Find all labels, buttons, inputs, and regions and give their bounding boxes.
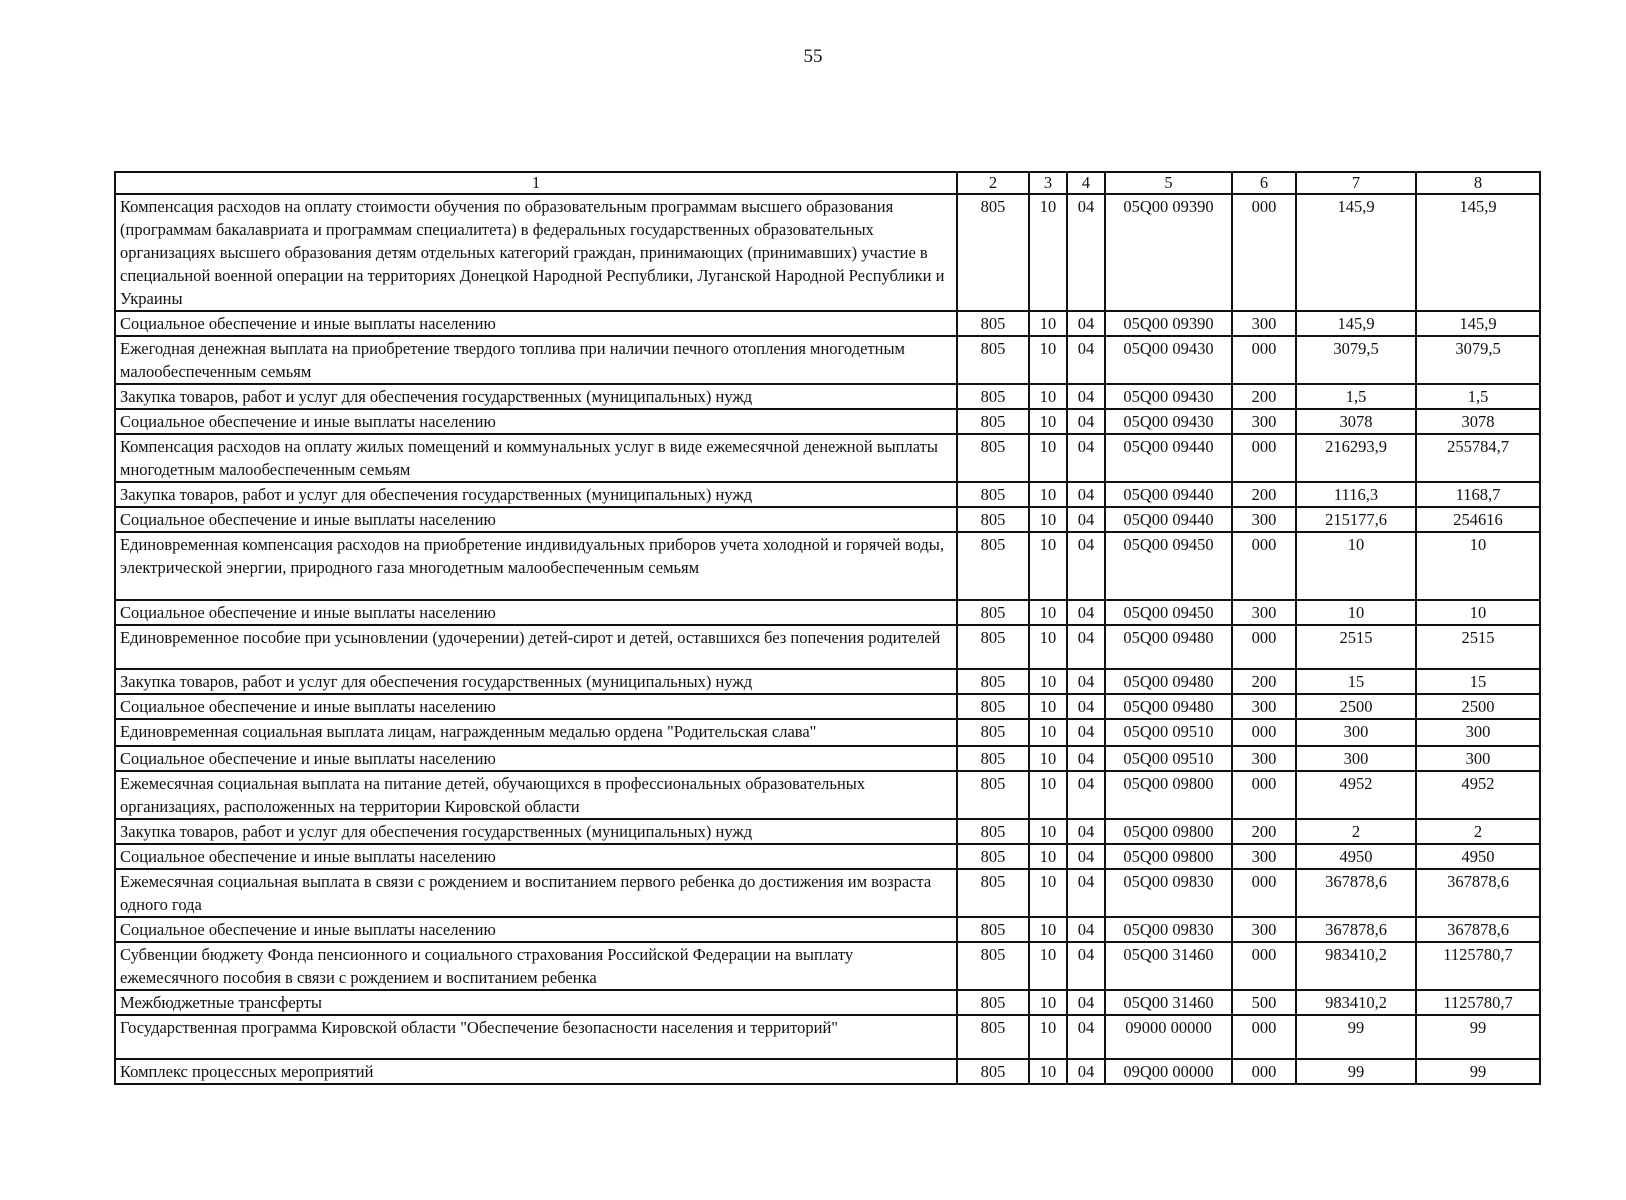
row-col3-cell: 10	[1029, 384, 1067, 409]
row-col4-cell: 04	[1067, 336, 1105, 384]
row-col6-cell: 000	[1232, 434, 1296, 482]
row-name-cell: Межбюджетные трансферты	[115, 990, 957, 1015]
row-col7-cell: 99	[1296, 1015, 1416, 1059]
row-col3-cell: 10	[1029, 507, 1067, 532]
row-col8-cell: 1,5	[1416, 384, 1540, 409]
row-col4-cell: 04	[1067, 1059, 1105, 1084]
table-row	[115, 771, 1540, 819]
row-col3-cell: 10	[1029, 917, 1067, 942]
row-col3-cell: 10	[1029, 194, 1067, 311]
row-col8-cell: 2500	[1416, 694, 1540, 719]
row-col6-cell: 000	[1232, 869, 1296, 917]
row-name-cell: Социальное обеспечение и иные выплаты населению	[115, 746, 957, 771]
row-col4-cell: 04	[1067, 194, 1105, 311]
row-col8-cell: 99	[1416, 1015, 1540, 1059]
row-name-cell: Субвенции бюджету Фонда пенсионного и социального страхования Российской Федерации на выплату ежемесячного пособия в связи с рождением и воспитанием ребенка	[115, 942, 957, 990]
row-col5-cell: 05Q00 09800	[1105, 771, 1232, 819]
row-col5-cell: 05Q00 09430	[1105, 336, 1232, 384]
table-row	[115, 194, 1540, 311]
row-col6-cell: 000	[1232, 1015, 1296, 1059]
table-row	[115, 669, 1540, 694]
table-row	[115, 990, 1540, 1015]
row-col7-cell: 1,5	[1296, 384, 1416, 409]
row-col5-cell: 05Q00 09430	[1105, 409, 1232, 434]
row-name-cell: Социальное обеспечение и иные выплаты населению	[115, 694, 957, 719]
table-row	[115, 532, 1540, 600]
row-col3-cell: 10	[1029, 694, 1067, 719]
row-col6-cell: 000	[1232, 719, 1296, 746]
row-col8-cell: 15	[1416, 669, 1540, 694]
row-col2-cell: 805	[957, 336, 1029, 384]
row-col4-cell: 04	[1067, 482, 1105, 507]
row-col2-cell: 805	[957, 1059, 1029, 1084]
row-col6-cell: 300	[1232, 409, 1296, 434]
row-col8-cell: 10	[1416, 600, 1540, 625]
row-col4-cell: 04	[1067, 507, 1105, 532]
row-name-cell: Ежемесячная социальная выплата в связи с рождением и воспитанием первого ребенка до достижения им возраста одного года	[115, 869, 957, 917]
row-name-cell: Компенсация расходов на оплату жилых помещений и коммунальных услуг в виде ежемесячной денежной выплаты многодетным малообеспеченным семьям	[115, 434, 957, 482]
row-col3-cell: 10	[1029, 482, 1067, 507]
row-col7-cell: 3078	[1296, 409, 1416, 434]
row-col4-cell: 04	[1067, 434, 1105, 482]
table-row	[115, 384, 1540, 409]
row-col4-cell: 04	[1067, 625, 1105, 669]
row-col2-cell: 805	[957, 819, 1029, 844]
row-col2-cell: 805	[957, 409, 1029, 434]
row-col6-cell: 000	[1232, 194, 1296, 311]
table-row	[115, 434, 1540, 482]
table-row	[115, 600, 1540, 625]
row-col4-cell: 04	[1067, 917, 1105, 942]
row-col8-cell: 1168,7	[1416, 482, 1540, 507]
row-col4-cell: 04	[1067, 409, 1105, 434]
table-row	[115, 1015, 1540, 1059]
table-row	[115, 336, 1540, 384]
row-col4-cell: 04	[1067, 942, 1105, 990]
row-name-cell: Единовременная социальная выплата лицам, награжденным медалью ордена "Родительская слава"	[115, 719, 957, 746]
table-row	[115, 482, 1540, 507]
row-col4-cell: 04	[1067, 694, 1105, 719]
row-col2-cell: 805	[957, 990, 1029, 1015]
row-col5-cell: 05Q00 09390	[1105, 311, 1232, 336]
row-name-cell: Комплекс процессных мероприятий	[115, 1059, 957, 1084]
row-col8-cell: 1125780,7	[1416, 942, 1540, 990]
row-col5-cell: 05Q00 09440	[1105, 507, 1232, 532]
row-col3-cell: 10	[1029, 719, 1067, 746]
row-col2-cell: 805	[957, 746, 1029, 771]
table-row	[115, 942, 1540, 990]
row-name-cell: Социальное обеспечение и иные выплаты населению	[115, 844, 957, 869]
table-row	[115, 869, 1540, 917]
row-col2-cell: 805	[957, 532, 1029, 600]
row-name-cell: Закупка товаров, работ и услуг для обеспечения государственных (муниципальных) нужд	[115, 384, 957, 409]
table-row	[115, 819, 1540, 844]
row-col8-cell: 300	[1416, 719, 1540, 746]
row-col5-cell: 05Q00 09430	[1105, 384, 1232, 409]
row-col4-cell: 04	[1067, 844, 1105, 869]
row-col5-cell: 05Q00 09440	[1105, 482, 1232, 507]
table-row	[115, 625, 1540, 669]
row-col5-cell: 05Q00 09480	[1105, 694, 1232, 719]
row-col2-cell: 805	[957, 694, 1029, 719]
row-col7-cell: 4950	[1296, 844, 1416, 869]
row-col7-cell: 983410,2	[1296, 990, 1416, 1015]
row-col6-cell: 200	[1232, 482, 1296, 507]
row-col5-cell: 05Q00 09450	[1105, 600, 1232, 625]
row-col6-cell: 000	[1232, 1059, 1296, 1084]
column-header: 1	[115, 172, 957, 194]
row-col8-cell: 2515	[1416, 625, 1540, 669]
row-col3-cell: 10	[1029, 625, 1067, 669]
row-col2-cell: 805	[957, 194, 1029, 311]
row-col7-cell: 145,9	[1296, 311, 1416, 336]
row-col4-cell: 04	[1067, 1015, 1105, 1059]
row-col5-cell: 05Q00 09510	[1105, 719, 1232, 746]
row-col4-cell: 04	[1067, 532, 1105, 600]
table-body	[115, 194, 1540, 1084]
row-col5-cell: 05Q00 09800	[1105, 844, 1232, 869]
row-name-cell: Единовременное пособие при усыновлении (удочерении) детей-сирот и детей, оставшихся без попечения родителей	[115, 625, 957, 669]
row-col8-cell: 255784,7	[1416, 434, 1540, 482]
row-name-cell: Закупка товаров, работ и услуг для обеспечения государственных (муниципальных) нужд	[115, 819, 957, 844]
table-row	[115, 746, 1540, 771]
row-col7-cell: 3079,5	[1296, 336, 1416, 384]
row-col8-cell: 3079,5	[1416, 336, 1540, 384]
column-header: 4	[1067, 172, 1105, 194]
row-col4-cell: 04	[1067, 869, 1105, 917]
table-row	[115, 917, 1540, 942]
table-row	[115, 409, 1540, 434]
row-col5-cell: 05Q00 31460	[1105, 990, 1232, 1015]
row-col2-cell: 805	[957, 771, 1029, 819]
budget-table	[114, 171, 1541, 1085]
row-col8-cell: 300	[1416, 746, 1540, 771]
row-col8-cell: 2	[1416, 819, 1540, 844]
row-col5-cell: 05Q00 09830	[1105, 917, 1232, 942]
row-col7-cell: 367878,6	[1296, 917, 1416, 942]
row-col6-cell: 300	[1232, 600, 1296, 625]
row-name-cell: Ежемесячная социальная выплата на питание детей, обучающихся в профессиональных образовательных организациях, расположенных на территории Кировской области	[115, 771, 957, 819]
row-col6-cell: 000	[1232, 336, 1296, 384]
row-col6-cell: 300	[1232, 844, 1296, 869]
row-col3-cell: 10	[1029, 771, 1067, 819]
row-col2-cell: 805	[957, 600, 1029, 625]
row-col3-cell: 10	[1029, 311, 1067, 336]
row-name-cell: Единовременная компенсация расходов на приобретение индивидуальных приборов учета холодной и горячей воды, электрической энергии, природного газа многодетным малообеспеченным семьям	[115, 532, 957, 600]
row-col6-cell: 000	[1232, 942, 1296, 990]
row-col8-cell: 254616	[1416, 507, 1540, 532]
row-col4-cell: 04	[1067, 771, 1105, 819]
row-col7-cell: 1116,3	[1296, 482, 1416, 507]
row-col3-cell: 10	[1029, 600, 1067, 625]
row-col2-cell: 805	[957, 482, 1029, 507]
row-name-cell: Компенсация расходов на оплату стоимости обучения по образовательным программам высшего образования (программам бакалавриата и программам специалитета) в федеральных государственных образовательных организациях высшего образования детям отдельных категорий граждан, принимающих (принимавших) участие в специальной военной операции на территориях Донецкой Народной Республики, Луганской Народной Республики и Украины	[115, 194, 957, 311]
row-col8-cell: 145,9	[1416, 194, 1540, 311]
row-col7-cell: 99	[1296, 1059, 1416, 1084]
row-name-cell: Ежегодная денежная выплата на приобретение твердого топлива при наличии печного отопления многодетным малообеспеченным семьям	[115, 336, 957, 384]
table-row	[115, 311, 1540, 336]
row-col2-cell: 805	[957, 311, 1029, 336]
row-col2-cell: 805	[957, 384, 1029, 409]
row-col5-cell: 09000 00000	[1105, 1015, 1232, 1059]
row-col4-cell: 04	[1067, 719, 1105, 746]
column-header: 3	[1029, 172, 1067, 194]
row-col5-cell: 05Q00 09800	[1105, 819, 1232, 844]
row-col6-cell: 500	[1232, 990, 1296, 1015]
row-col3-cell: 10	[1029, 746, 1067, 771]
row-col7-cell: 367878,6	[1296, 869, 1416, 917]
row-col2-cell: 805	[957, 625, 1029, 669]
table-row	[115, 694, 1540, 719]
column-header: 2	[957, 172, 1029, 194]
row-col8-cell: 145,9	[1416, 311, 1540, 336]
row-col2-cell: 805	[957, 844, 1029, 869]
row-name-cell: Социальное обеспечение и иные выплаты населению	[115, 409, 957, 434]
row-col5-cell: 05Q00 09480	[1105, 625, 1232, 669]
table-row	[115, 719, 1540, 746]
row-col3-cell: 10	[1029, 336, 1067, 384]
row-col8-cell: 4950	[1416, 844, 1540, 869]
row-col4-cell: 04	[1067, 746, 1105, 771]
row-col3-cell: 10	[1029, 990, 1067, 1015]
row-col2-cell: 805	[957, 434, 1029, 482]
row-col4-cell: 04	[1067, 384, 1105, 409]
row-col3-cell: 10	[1029, 942, 1067, 990]
row-col3-cell: 10	[1029, 669, 1067, 694]
row-col6-cell: 200	[1232, 384, 1296, 409]
row-col6-cell: 200	[1232, 819, 1296, 844]
row-col8-cell: 10	[1416, 532, 1540, 600]
row-col4-cell: 04	[1067, 600, 1105, 625]
row-col2-cell: 805	[957, 719, 1029, 746]
row-col6-cell: 000	[1232, 771, 1296, 819]
row-col6-cell: 000	[1232, 532, 1296, 600]
page-number: 55	[803, 46, 823, 67]
row-col3-cell: 10	[1029, 434, 1067, 482]
row-col2-cell: 805	[957, 507, 1029, 532]
row-col3-cell: 10	[1029, 844, 1067, 869]
row-col5-cell: 05Q00 09450	[1105, 532, 1232, 600]
row-col6-cell: 300	[1232, 694, 1296, 719]
row-col3-cell: 10	[1029, 819, 1067, 844]
row-col2-cell: 805	[957, 942, 1029, 990]
row-col7-cell: 10	[1296, 532, 1416, 600]
row-col8-cell: 367878,6	[1416, 869, 1540, 917]
row-name-cell: Социальное обеспечение и иные выплаты населению	[115, 311, 957, 336]
row-col5-cell: 05Q00 31460	[1105, 942, 1232, 990]
row-col7-cell: 4952	[1296, 771, 1416, 819]
row-col8-cell: 3078	[1416, 409, 1540, 434]
row-col5-cell: 05Q00 09480	[1105, 669, 1232, 694]
row-col5-cell: 05Q00 09510	[1105, 746, 1232, 771]
row-col6-cell: 200	[1232, 669, 1296, 694]
row-name-cell: Социальное обеспечение и иные выплаты населению	[115, 917, 957, 942]
row-col5-cell: 05Q00 09390	[1105, 194, 1232, 311]
row-col7-cell: 300	[1296, 719, 1416, 746]
row-col4-cell: 04	[1067, 819, 1105, 844]
row-col3-cell: 10	[1029, 1015, 1067, 1059]
row-col3-cell: 10	[1029, 532, 1067, 600]
row-col6-cell: 000	[1232, 625, 1296, 669]
table-row	[115, 1059, 1540, 1084]
row-name-cell: Социальное обеспечение и иные выплаты населению	[115, 600, 957, 625]
column-header: 6	[1232, 172, 1296, 194]
row-name-cell: Социальное обеспечение и иные выплаты населению	[115, 507, 957, 532]
row-col3-cell: 10	[1029, 1059, 1067, 1084]
row-col7-cell: 216293,9	[1296, 434, 1416, 482]
table-row	[115, 507, 1540, 532]
row-name-cell: Государственная программа Кировской области "Обеспечение безопасности населения и территорий"	[115, 1015, 957, 1059]
row-col6-cell: 300	[1232, 311, 1296, 336]
row-col2-cell: 805	[957, 917, 1029, 942]
row-col7-cell: 215177,6	[1296, 507, 1416, 532]
row-name-cell: Закупка товаров, работ и услуг для обеспечения государственных (муниципальных) нужд	[115, 482, 957, 507]
row-col5-cell: 09Q00 00000	[1105, 1059, 1232, 1084]
row-col8-cell: 4952	[1416, 771, 1540, 819]
row-col5-cell: 05Q00 09830	[1105, 869, 1232, 917]
row-col2-cell: 805	[957, 869, 1029, 917]
row-col4-cell: 04	[1067, 990, 1105, 1015]
column-header: 5	[1105, 172, 1232, 194]
row-col6-cell: 300	[1232, 746, 1296, 771]
row-col5-cell: 05Q00 09440	[1105, 434, 1232, 482]
row-col3-cell: 10	[1029, 409, 1067, 434]
row-col4-cell: 04	[1067, 669, 1105, 694]
row-col2-cell: 805	[957, 669, 1029, 694]
row-col7-cell: 2	[1296, 819, 1416, 844]
column-header: 7	[1296, 172, 1416, 194]
table-header-row	[115, 172, 1540, 194]
row-col3-cell: 10	[1029, 869, 1067, 917]
row-col4-cell: 04	[1067, 311, 1105, 336]
row-col7-cell: 10	[1296, 600, 1416, 625]
table-row	[115, 844, 1540, 869]
row-col6-cell: 300	[1232, 917, 1296, 942]
row-col8-cell: 99	[1416, 1059, 1540, 1084]
row-col8-cell: 367878,6	[1416, 917, 1540, 942]
row-col7-cell: 300	[1296, 746, 1416, 771]
row-col8-cell: 1125780,7	[1416, 990, 1540, 1015]
row-name-cell: Закупка товаров, работ и услуг для обеспечения государственных (муниципальных) нужд	[115, 669, 957, 694]
column-header: 8	[1416, 172, 1540, 194]
row-col7-cell: 145,9	[1296, 194, 1416, 311]
row-col2-cell: 805	[957, 1015, 1029, 1059]
row-col7-cell: 2500	[1296, 694, 1416, 719]
row-col6-cell: 300	[1232, 507, 1296, 532]
row-col7-cell: 983410,2	[1296, 942, 1416, 990]
row-col7-cell: 2515	[1296, 625, 1416, 669]
row-col7-cell: 15	[1296, 669, 1416, 694]
